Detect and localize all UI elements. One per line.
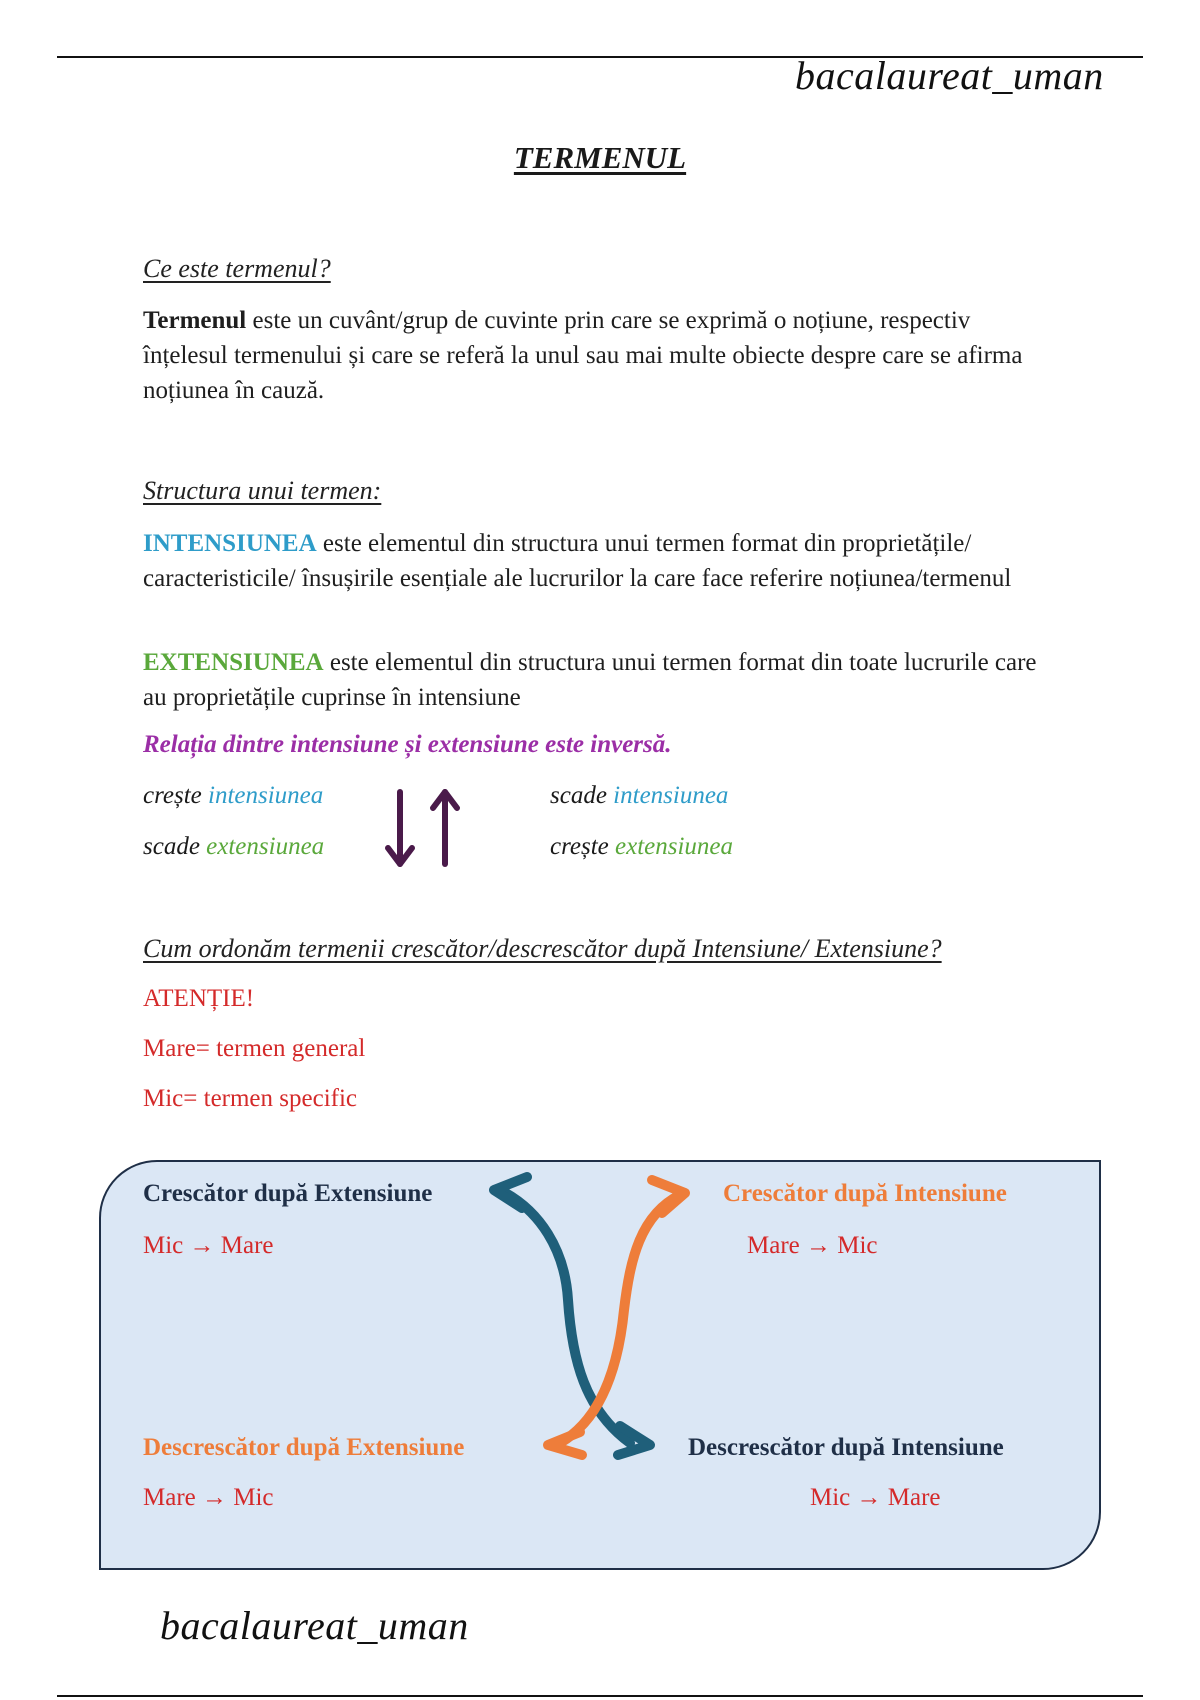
right-row-1: scade intensiunea (550, 782, 729, 809)
right-row-2: crește extensiunea (550, 833, 734, 860)
arrow-right-icon: → (202, 1484, 227, 1511)
bottom-left-order: Mare → Mic (143, 1484, 274, 1511)
brand-top: bacalaureat_uman (795, 53, 1104, 98)
heading-what-is-term: Ce este termenul? (143, 254, 331, 283)
definition-text: este un cuvânt/grup de cuvinte prin care se exprimă o noțiune, respectiv înțelesul termenului și care se referă la unul sau mai multe obiecte despre care se afirma noțiunea în cauză. (143, 307, 1023, 404)
mare-definition: Mare= termen general (143, 1035, 366, 1062)
top-left-label: Crescător după Extensiune (143, 1180, 433, 1207)
arrow-right-icon: → (806, 1232, 831, 1259)
term-bold: Termenul (143, 307, 247, 334)
top-right-order: Mare → Mic (747, 1232, 878, 1259)
attention-label: ATENȚIE! (143, 985, 255, 1012)
intensiune-keyword: INTENSIUNEA (143, 530, 317, 557)
bottom-left-label: Descrescător după Extensiune (143, 1434, 465, 1461)
extensiune-text: este elementul din structura unui termen format din toate lucrurile care au proprietățile cuprinse în intensiune (143, 649, 1037, 711)
heading-ordering: Cum ordonăm termenii crescător/descrescător după Intensiune/ Extensiune? (143, 934, 942, 963)
brand-bottom: bacalaureat_uman (160, 1603, 469, 1648)
arrow-right-icon: → (856, 1484, 882, 1511)
mic-definition: Mic= termen specific (143, 1085, 358, 1112)
top-right-label: Crescător după Intensiune (723, 1180, 1007, 1207)
orange-curve-arrow-icon (560, 1195, 680, 1443)
heading-structure: Structura unui termen: (143, 476, 382, 505)
arrow-right-icon: → (189, 1232, 215, 1259)
bottom-right-label: Descrescător după Intensiune (688, 1434, 1004, 1461)
intensiune-text: este elementul din structura unui termen format din proprietățile/ caracteristicile/ însușirile esențiale ale lucrurilor la care face referire noțiunea/termenul (143, 530, 1012, 592)
left-row-2: scade extensiunea (143, 833, 325, 860)
extensiune-keyword: EXTENSIUNEA (143, 649, 324, 676)
left-row-1: crește intensiunea (143, 782, 324, 809)
bottom-rule (57, 1695, 1143, 1697)
bottom-right-order: Mic → Mare (810, 1484, 941, 1511)
top-left-order: Mic → Mare (143, 1232, 274, 1259)
blue-curve-arrow-icon (500, 1190, 630, 1443)
relation-statement: Relația dintre intensiune și extensiune este inversă. (143, 731, 672, 758)
page-title: TERMENUL (513, 140, 687, 175)
